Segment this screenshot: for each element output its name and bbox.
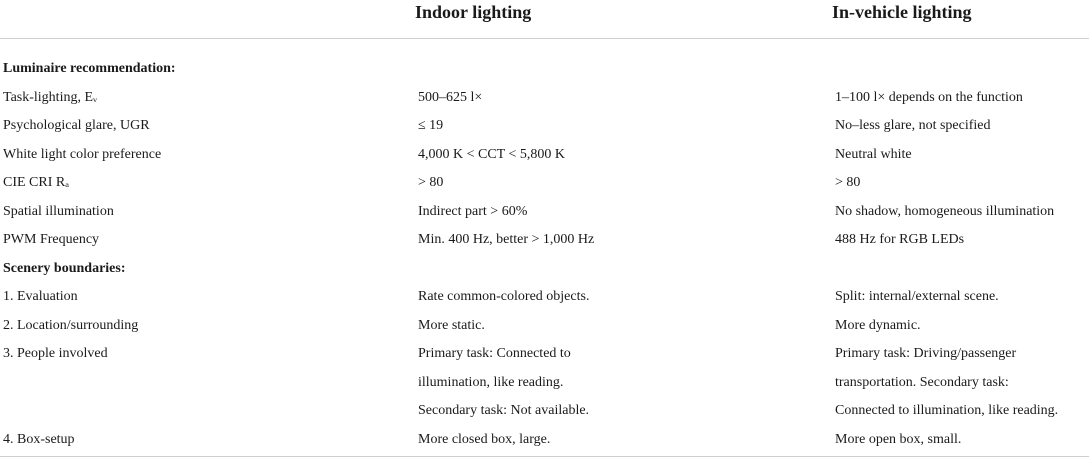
table-row xyxy=(0,84,1089,113)
indoor-value: Min. 400 Hz, better > 1,000 Hz xyxy=(418,232,595,248)
vehicle-value: No shadow, homogeneous illumination xyxy=(835,203,1055,219)
vehicle-value: No–less glare, not specified xyxy=(835,118,991,134)
indoor-value xyxy=(415,340,832,426)
table-header-row xyxy=(0,0,1089,39)
indoor-value: More static. xyxy=(418,317,485,333)
indoor-line: illumination, like reading. xyxy=(418,374,564,390)
row-label: PWM Frequency xyxy=(3,232,100,248)
table-row xyxy=(0,226,1089,255)
vehicle-value: Neutral white xyxy=(835,146,912,162)
vehicle-value: More open box, small. xyxy=(835,431,962,447)
section-row xyxy=(0,255,1089,284)
table-row xyxy=(0,141,1089,170)
vehicle-line: Primary task: Driving/passenger xyxy=(835,346,1017,361)
section-title: Scenery boundaries: xyxy=(3,260,126,276)
row-label: Spatial illumination xyxy=(3,203,114,219)
row-label: CIE CRI Rₐ xyxy=(3,175,70,191)
row-label: White light color preference xyxy=(3,146,162,162)
vehicle-value xyxy=(832,340,1089,426)
table-row xyxy=(0,340,1089,426)
header-in-vehicle-lighting: In-vehicle lighting xyxy=(832,0,1089,39)
row-label: 1. Evaluation xyxy=(3,289,78,305)
section-title: Luminaire recommendation: xyxy=(3,61,176,77)
table-row xyxy=(0,112,1089,141)
vehicle-line: transportation. Secondary task: xyxy=(835,374,1009,390)
indoor-value: Rate common-colored objects. xyxy=(418,289,590,305)
table-bottom-rule xyxy=(0,456,1089,457)
indoor-value: Indirect part > 60% xyxy=(418,203,528,219)
indoor-value: 4,000 K < CCT < 5,800 K xyxy=(418,146,565,162)
row-label: Task-lighting, Eᵥ xyxy=(3,89,98,105)
indoor-value: ≤ 19 xyxy=(418,118,444,134)
table-row xyxy=(0,169,1089,198)
vehicle-value: 488 Hz for RGB LEDs xyxy=(835,232,965,248)
indoor-value: More closed box, large. xyxy=(418,431,551,447)
section-row xyxy=(0,49,1089,84)
indoor-value: 500–625 l× xyxy=(418,89,483,105)
indoor-value: > 80 xyxy=(418,175,444,191)
vehicle-value: Split: internal/external scene. xyxy=(835,289,999,305)
indoor-line: Secondary task: Not available. xyxy=(418,403,590,418)
row-label: 3. People involved xyxy=(3,346,108,361)
table-row xyxy=(0,283,1089,312)
table-row xyxy=(0,426,1089,455)
header-indoor-lighting: Indoor lighting xyxy=(415,0,832,39)
vehicle-value: 1–100 l× depends on the function xyxy=(835,89,1023,105)
table-row xyxy=(0,312,1089,341)
indoor-line: Primary task: Connected to xyxy=(418,346,571,361)
row-label: Psychological glare, UGR xyxy=(3,118,150,134)
header-col1 xyxy=(0,0,415,39)
vehicle-line: Connected to illumination, like reading. xyxy=(835,403,1059,418)
table-row xyxy=(0,198,1089,227)
vehicle-value: > 80 xyxy=(835,175,861,191)
row-label: 4. Box-setup xyxy=(3,431,75,447)
vehicle-value: More dynamic. xyxy=(835,317,921,333)
row-label: 2. Location/surrounding xyxy=(3,317,139,333)
